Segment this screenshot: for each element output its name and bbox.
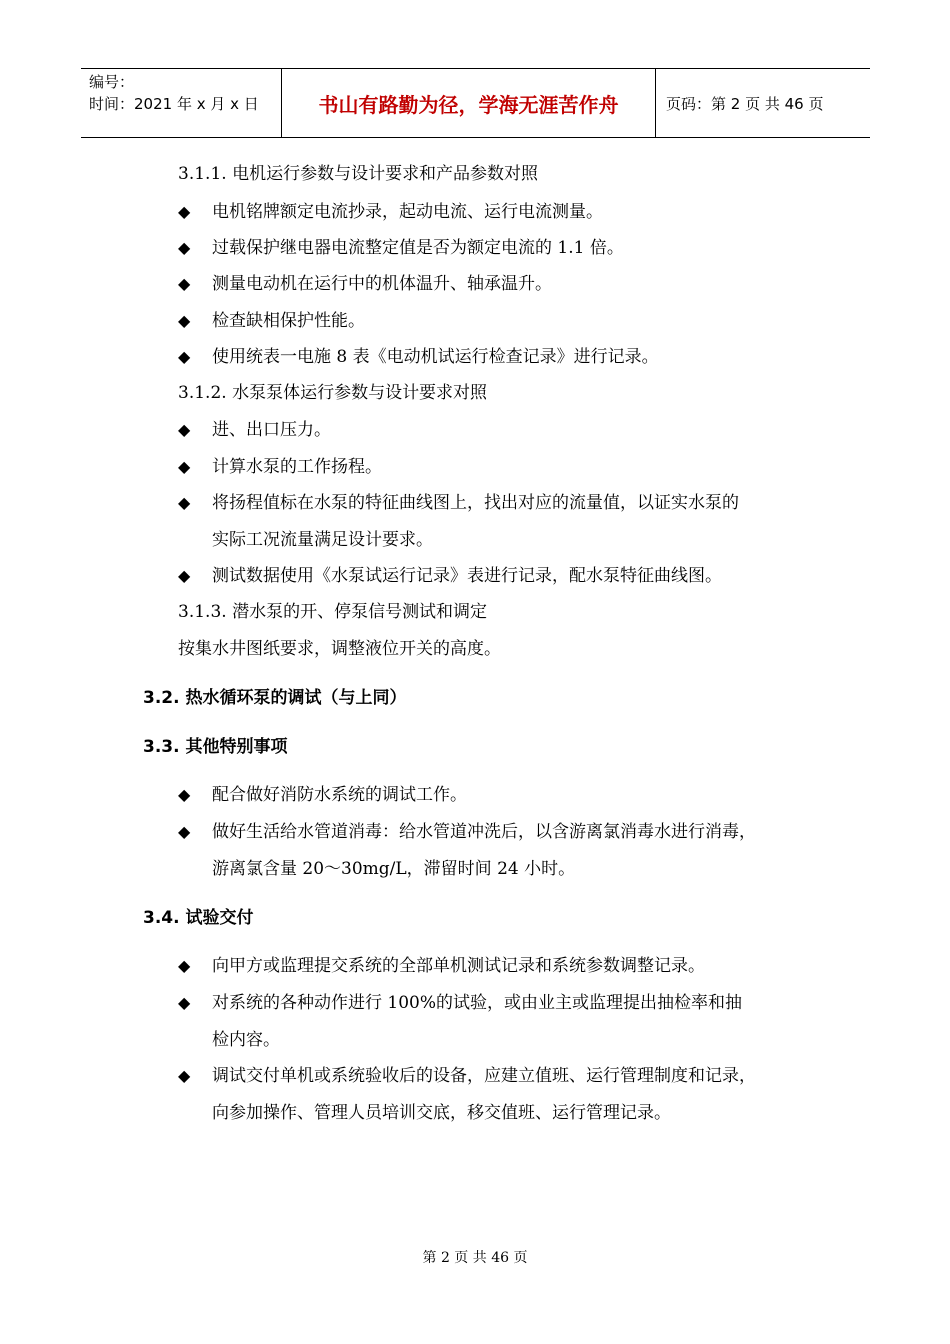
time-label: 时间：2021 年 x 月 x 日 bbox=[89, 95, 259, 113]
list-item: ◆ 将扬程值标在水泵的特征曲线图上，找出对应的流量值，以证实水泵的 bbox=[178, 493, 739, 513]
section-3-1-1: 3.1.1. 电机运行参数与设计要求和产品参数对照 bbox=[178, 164, 539, 184]
header-meta bbox=[81, 69, 282, 137]
list-item-continuation: 游离氯含量 20～30mg/L，滞留时间 24 小时。 bbox=[212, 859, 576, 879]
heading-3-4: 3.4. 试验交付 bbox=[143, 908, 254, 928]
list-item: ◆ 向甲方或监理提交系统的全部单机测试记录和系统参数调整记录。 bbox=[178, 956, 705, 976]
diamond-bullet-icon: ◆ bbox=[178, 493, 191, 512]
page-info: 页码：第 2 页 共 46 页 bbox=[666, 94, 824, 113]
list-item-continuation: 实际工况流量满足设计要求。 bbox=[212, 530, 433, 550]
list-item: ◆ 做好生活给水管道消毒：给水管道冲洗后，以含游离氯消毒水进行消毒， bbox=[178, 822, 756, 842]
diamond-bullet-icon: ◆ bbox=[178, 1066, 191, 1085]
diamond-bullet-icon: ◆ bbox=[178, 993, 191, 1012]
diamond-bullet-icon: ◆ bbox=[178, 347, 191, 366]
section-3-1-3: 3.1.3. 潜水泵的开、停泵信号测试和调定 bbox=[178, 602, 488, 622]
list-item: ◆ 测试数据使用《水泵试运行记录》表进行记录，配水泵特征曲线图。 bbox=[178, 566, 722, 586]
list-item-continuation: 向参加操作、管理人员培训交底，移交值班、运行管理记录。 bbox=[212, 1103, 671, 1123]
diamond-bullet-icon: ◆ bbox=[178, 956, 191, 975]
list-item: ◆ 电机铭牌额定电流抄录，起动电流、运行电流测量。 bbox=[178, 202, 603, 222]
diamond-bullet-icon: ◆ bbox=[178, 785, 191, 804]
diamond-bullet-icon: ◆ bbox=[178, 822, 191, 841]
header-table bbox=[81, 68, 870, 138]
list-item: ◆ 对系统的各种动作进行 100%的试验，或由业主或监理提出抽检率和抽 bbox=[178, 993, 743, 1013]
diamond-bullet-icon: ◆ bbox=[178, 311, 191, 330]
list-item: ◆ 调试交付单机或系统验收后的设备，应建立值班、运行管理制度和记录， bbox=[178, 1066, 756, 1086]
list-item: ◆ 过载保护继电器电流整定值是否为额定电流的 1.1 倍。 bbox=[178, 238, 624, 258]
diamond-bullet-icon: ◆ bbox=[178, 238, 191, 257]
list-item: ◆ 进、出口压力。 bbox=[178, 420, 331, 440]
list-item: ◆ 检查缺相保护性能。 bbox=[178, 311, 365, 331]
list-item: ◆ 计算水泵的工作扬程。 bbox=[178, 457, 382, 477]
diamond-bullet-icon: ◆ bbox=[178, 202, 191, 221]
diamond-bullet-icon: ◆ bbox=[178, 420, 191, 439]
page-footer: 第 2 页 共 46 页 bbox=[422, 1250, 528, 1266]
motto: 书山有路勤为径，学海无涯苦作舟 bbox=[282, 69, 656, 137]
diamond-bullet-icon: ◆ bbox=[178, 274, 191, 293]
heading-3-2: 3.2. 热水循环泵的调试（与上同） bbox=[143, 688, 407, 708]
list-item: ◆ 使用统表一电施 8 表《电动机试运行检查记录》进行记录。 bbox=[178, 347, 659, 367]
paragraph: 按集水井图纸要求，调整液位开关的高度。 bbox=[178, 639, 501, 659]
number-label: 编号： bbox=[89, 73, 135, 91]
diamond-bullet-icon: ◆ bbox=[178, 457, 191, 476]
list-item-continuation: 检内容。 bbox=[212, 1030, 280, 1050]
section-3-1-2: 3.1.2. 水泵泵体运行参数与设计要求对照 bbox=[178, 383, 488, 403]
heading-3-3: 3.3. 其他特别事项 bbox=[143, 737, 288, 757]
diamond-bullet-icon: ◆ bbox=[178, 566, 191, 585]
list-item: ◆ 测量电动机在运行中的机体温升、轴承温升。 bbox=[178, 274, 552, 294]
list-item: ◆ 配合做好消防水系统的调试工作。 bbox=[178, 785, 467, 805]
